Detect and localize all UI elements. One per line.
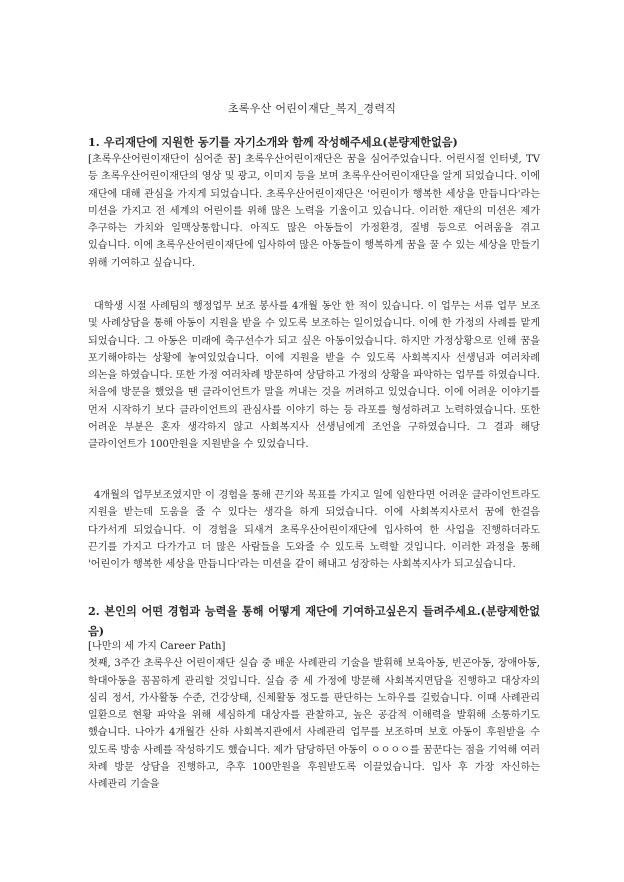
question-1-paragraph-3: 4개월의 업무보조였지만 이 경험을 통해 끈기와 목표를 가지고 일에 임한다면 어려운 클라이언트라도 지원을 받는데 도움을 줄 수 있다는 생각을 하게 되었습니다. 이에 사회복지사로서 꿈에 한걸음 다가서게 되었습니다. 이 경험을 되새겨 초록우산어린이재단에 입사하여 한 사업을 진행하더라도 끈기를 가지고 다가가고 더 많은 사람들을 도와줄 수 있도록 노력할 것입니다. 이러한 과정을 통해 '어린이가 행복한 세상을 만듭니다'라는 미션을 같이 해내고 성장하는 사회복지사가 되고싶습니다.	[88, 490, 544, 571]
document-title: 초록우산 어린이재단_복지_경력직	[227, 102, 397, 115]
question-1-heading: 1. 우리재단에 지원한 동기를 자기소개와 함께 작성해주세요(분량제한없음)	[88, 135, 458, 149]
question-1-paragraph-2: 대학생 시절 사례팀의 행정업무 보조 봉사를 4개월 동안 한 적이 있습니다. 이 업무는 서류 업무 보조 및 사례상담을 통해 아동이 지원을 받을 수 있도록 보조하는 일이었습니다. 이에 한 가정의 사례를 맡게 되었습니다. 그 아동은 미래에 축구선수가 되고 싶은 아동이었습니다. 하지만 가정상황으로 인해 꿈을 포기해야하는 상황에 놓여있었습니다. 이에 지원을 받을 수 있도록 사회복지사 선생님과 여러차례 의논을 하였습니다. 또한 가정 여러차례 방문하여 상담하고 가정의 상황을 파악하는 업무를 하였습니다. 처음에 방문을 했었을 땐 클라이언트가 말을 꺼내는 것을 꺼려하고 있었습니다. 이에 어려운 이야기를 먼저 시작하기 보다 클라이언트의 관심사를 이야기 하는 등 라포를 형성하려고 노력하였습니다. 또한 어려운 부분은 혼자 생각하지 않고 사회복지사 선생님에게 조언을 구하였습니다. 그 결과 해당 클라이언트가 100만원을 지원받을 수 있었습니다.	[88, 301, 544, 451]
question-2-paragraph-1: 첫째, 3주간 초록우산 어린이재단 실습 중 배운 사례관리 기술을 발휘해 보육아동, 빈곤아동, 장애아동, 학대아동을 꼼꼼하게 관리할 것입니다. 실습 중 세 가정에 방문해 사회복지면담을 진행하고 대상자의 심리 정서, 가사활동 수준, 건강상태, 신체활동 정도를 판단하는 노하우를 길렀습니다. 이때 사례관리 일환으로 현황 파악을 위해 세심하게 대상자를 관찰하고, 높은 공감적 이해력을 발휘해 소통하기도 했습니다. 나아가 4개월간 산하 사회복지관에서 사례관리 업무를 보조하며 보호 아동이 후원받을 수 있도록 방송 사례를 작성하기도 했습니다. 제가 담당하던 아동이 ㅇㅇㅇㅇ를 꿈꾼다는 점을 기억해 여러 차례 방문 상담을 진행하고, 추후 100만원을 후원받도록 이끌었습니다. 입사 후 가장 자신하는 사례관리 기술을	[88, 658, 544, 791]
question-1-paragraph-1: [초록우산어린이재단이 심어준 꿈] 초록우산어린이재단은 꿈을 심어주었습니다. 어린시절 인터넷, TV 등 초록우산어린이재단의 영상 및 광고, 이미지 등을 보며 초록우산어린이재단을 알게 되었습니다. 이에 재단에 대해 관심을 가지게 되었습니다. 초록우산어린이재단은 '어린이가 행복한 세상을 만듭니다'라는 미션을 가지고 전 세계의 어린이를 위해 많은 노력을 기울이고 있습니다. 이러한 재단의 미션은 제가 추구하는 가치와 일맥상통합니다. 아직도 많은 아동들이 가정환경, 질병 등으로 어려움을 겪고 있습니다. 이에 초록우산어린이재단에 입사하여 많은 아동들이 행복하게 꿈을 꿀 수 있는 세상을 만들기 위해 기여하고 싶습니다.	[88, 154, 544, 269]
question-2-subtitle: [나만의 세 가지 Career Path]	[88, 641, 226, 652]
question-2-section	[88, 638, 544, 794]
question-2-heading: 2. 본인의 어떤 경험과 능력을 통해 어떻게 재단에 기여하고싶은지 들려주세요.(분량제한없음)	[88, 604, 540, 638]
